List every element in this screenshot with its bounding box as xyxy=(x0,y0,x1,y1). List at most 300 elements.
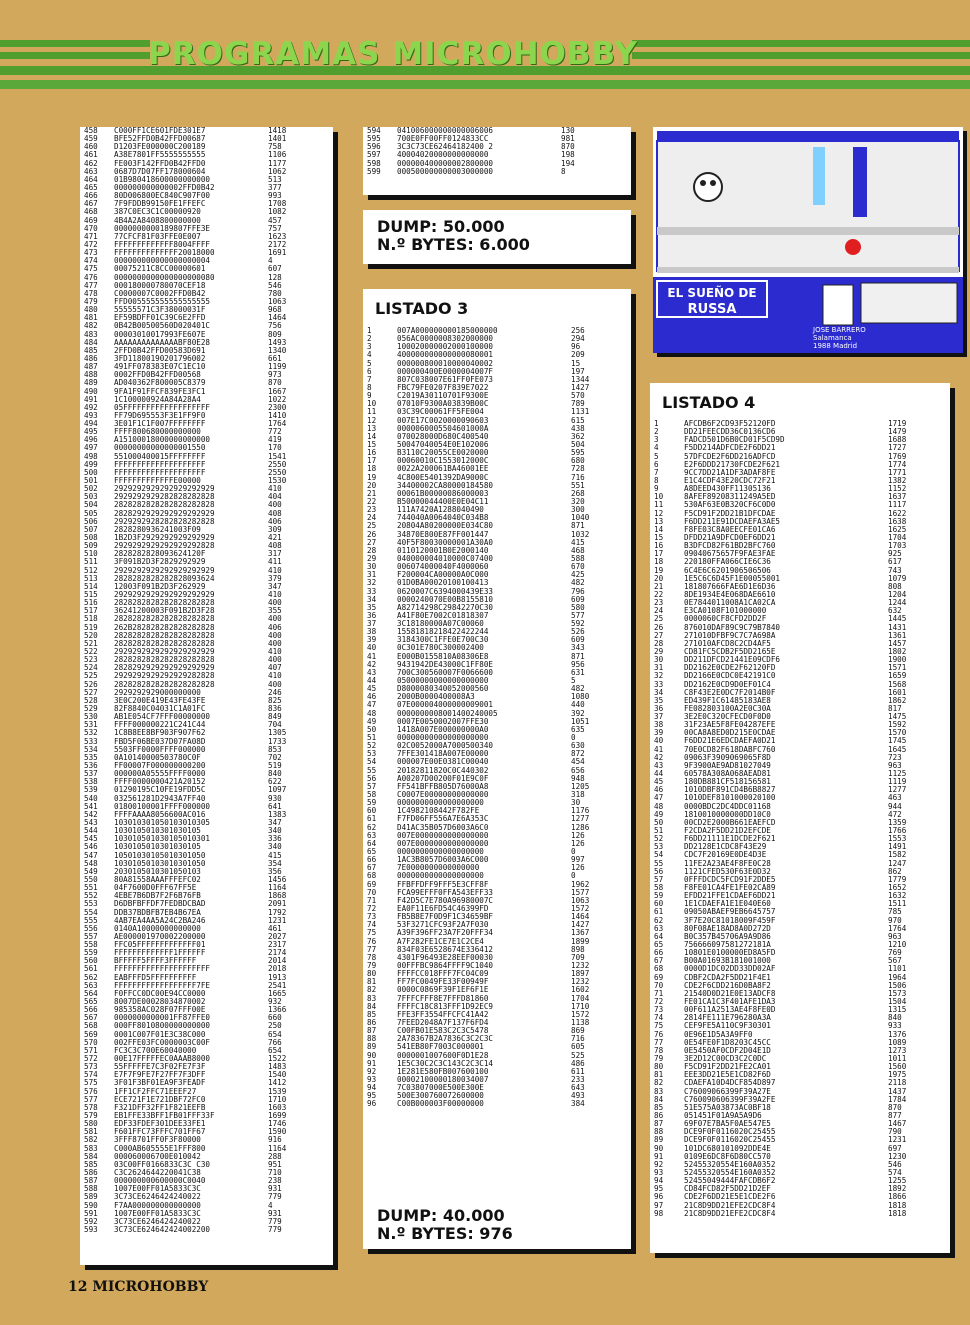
hex-data: C760090606399F39A2FE xyxy=(684,1095,776,1104)
checksum: 340 xyxy=(268,827,282,836)
code-line xyxy=(367,986,627,994)
line-number: 49 xyxy=(367,717,377,726)
hex-data: 007E17C0020000090603 xyxy=(397,416,489,425)
code-line xyxy=(84,135,329,143)
line-number: 579 xyxy=(84,1112,98,1121)
line-number: 85 xyxy=(654,1103,664,1112)
hex-data: 9431942DE43000C1FF80E xyxy=(397,660,494,669)
code-line xyxy=(84,420,329,428)
hex-data: 0E5450AF0CDF2D04E1D xyxy=(684,1046,771,1055)
code-line xyxy=(84,249,329,257)
line-number: 65 xyxy=(367,848,377,856)
line-number: 73 xyxy=(654,1006,664,1015)
line-number: 549 xyxy=(84,867,98,876)
code-line xyxy=(84,241,329,249)
checksum: 362 xyxy=(571,432,585,441)
checksum: 849 xyxy=(268,713,282,722)
checksum: 1244 xyxy=(888,599,907,608)
checksum: 2172 xyxy=(268,240,287,249)
checksum: 1383 xyxy=(268,810,287,819)
line-number: 77 xyxy=(654,1038,664,1047)
checksum: 400 xyxy=(268,599,282,608)
checksum: 1367 xyxy=(571,929,590,938)
code-line xyxy=(367,151,627,159)
checksum: 300 xyxy=(571,506,585,515)
code-line xyxy=(654,876,946,884)
checksum: 400 xyxy=(268,656,282,665)
code-line xyxy=(654,794,946,802)
code-line xyxy=(84,184,329,192)
hex-data: 3C18180000A07C00060 xyxy=(397,620,484,629)
checksum: 454 xyxy=(571,758,585,767)
line-number: 9 xyxy=(654,485,659,494)
line-number: 14 xyxy=(367,432,377,441)
code-line xyxy=(654,1096,946,1104)
line-number: 59 xyxy=(654,892,664,901)
checksum: 1456 xyxy=(268,875,287,884)
checksum: 268 xyxy=(571,489,585,498)
line-number: 560 xyxy=(84,957,98,966)
code-line xyxy=(84,388,329,396)
line-number: 498 xyxy=(84,452,98,461)
hex-data: 000180000780070CEF18 xyxy=(114,281,206,290)
checksum: 400 xyxy=(268,639,282,648)
code-line xyxy=(654,444,946,452)
hex-data: 51E575A03873AC0BF18 xyxy=(684,1103,771,1112)
checksum: 1710 xyxy=(268,1095,287,1104)
code-line xyxy=(367,360,627,368)
code-line xyxy=(654,607,946,615)
checksum: 973 xyxy=(268,371,282,380)
line-number: 61 xyxy=(367,815,377,824)
checksum: 1286 xyxy=(571,823,590,832)
hex-data: 52455049444FAFCDB6F2 xyxy=(684,1177,776,1186)
hex-data: 09040675657F9FAE3FAE xyxy=(684,550,776,559)
code-line xyxy=(367,832,627,840)
hex-data: 01B980418600000000000 xyxy=(114,175,211,184)
checksum: 592 xyxy=(571,620,585,629)
checksum: 425 xyxy=(571,571,585,580)
checksum: 743 xyxy=(888,566,902,575)
line-number: 88 xyxy=(654,1128,664,1137)
line-number: 78 xyxy=(367,953,377,962)
code-line xyxy=(367,555,627,563)
checksum: 1097 xyxy=(268,786,287,795)
hex-data: 7FEED2048A7F137F6FD4 xyxy=(397,1018,489,1027)
code-line xyxy=(654,1145,946,1153)
line-number: 34 xyxy=(654,688,664,697)
checksum: 1553 xyxy=(888,835,907,844)
hex-data: 1FF1CF2FFC71EEEF27 xyxy=(114,1087,197,1096)
checksum: 1305 xyxy=(268,729,287,738)
line-number: 11 xyxy=(654,501,664,510)
code-line xyxy=(654,664,946,672)
line-number: 521 xyxy=(84,639,98,648)
line-number: 526 xyxy=(84,680,98,689)
code-line xyxy=(367,677,627,685)
code-line xyxy=(654,550,946,558)
line-number: 482 xyxy=(84,322,98,331)
checksum: 654 xyxy=(268,1046,282,1055)
checksum: 710 xyxy=(268,1169,282,1177)
code-line xyxy=(367,1052,627,1060)
code-line xyxy=(84,1031,329,1039)
code-line xyxy=(84,404,329,412)
code-line xyxy=(654,469,946,477)
code-line xyxy=(654,982,946,990)
hex-data: 8007DE00028034870002 xyxy=(114,998,206,1007)
hex-data: CDE2F6CDD216D0BA8F2 xyxy=(684,981,771,990)
line-number: 94 xyxy=(654,1177,664,1186)
line-number: 41 xyxy=(367,652,377,661)
line-number: 78 xyxy=(654,1046,664,1055)
code-line xyxy=(367,160,627,168)
hex-data: 000000000000002FFD0B42 xyxy=(114,183,215,192)
code-line xyxy=(654,615,946,623)
hex-data: 3C73CE6246424240022 xyxy=(114,1193,201,1202)
code-line xyxy=(654,917,946,925)
code-line xyxy=(367,1060,627,1068)
checksum: 1659 xyxy=(888,672,907,681)
line-number: 18 xyxy=(367,465,377,474)
checksum: 1177 xyxy=(268,159,287,168)
code-line xyxy=(654,493,946,501)
hex-data: 271010AFCD8C2CD4AF5 xyxy=(684,639,771,648)
checksum: 411 xyxy=(268,558,282,567)
line-number: 558 xyxy=(84,941,98,950)
hex-data: 00061B00000086000003 xyxy=(397,489,489,498)
hex-data: 2828282828282828282828 xyxy=(114,599,215,608)
hex-data: 82F8840C04031C1A01FC xyxy=(114,704,206,713)
checksum: 1582 xyxy=(888,851,907,860)
hex-data: A7F282FE1CE7E1C2CE4 xyxy=(397,937,484,946)
code-line xyxy=(654,542,946,550)
checksum: 809 xyxy=(268,330,282,339)
hex-data: 60578A308A068AEAD81 xyxy=(684,770,771,779)
checksum: 670 xyxy=(571,563,585,572)
code-line xyxy=(367,897,627,905)
hex-data: FFFFFFFFFFFFFFFFFFFF xyxy=(114,468,206,477)
code-line xyxy=(84,843,329,851)
hex-data: F6DD211E91DCDAEFA3AE5 xyxy=(684,517,781,526)
checksum: 1719 xyxy=(888,420,907,428)
hex-data: 8AFEF89208311249A5ED xyxy=(684,493,776,502)
line-number: 554 xyxy=(84,908,98,917)
hex-data: 2828282828282828282828 xyxy=(114,639,215,648)
line-number: 525 xyxy=(84,672,98,681)
checksum: 8 xyxy=(561,167,566,176)
hex-data: 2929292928282828282828 xyxy=(114,517,215,526)
checksum: 356 xyxy=(268,867,282,876)
checksum: 1818 xyxy=(888,1209,907,1218)
checksum: 1089 xyxy=(888,1038,907,1047)
checksum: 461 xyxy=(268,924,282,933)
hex-data: ED439F1C61485183AE8 xyxy=(684,696,771,705)
checksum: 716 xyxy=(571,473,585,482)
line-number: 79 xyxy=(367,961,377,970)
line-number: 553 xyxy=(84,900,98,909)
hex-data: DD21FEECDD36C0136CD6 xyxy=(684,428,776,437)
line-number: 487 xyxy=(84,363,98,372)
listing-2-end xyxy=(363,127,631,195)
hex-data: 00003010017993FE607E xyxy=(114,330,206,339)
hex-data: 4301F96493E28EEF00030 xyxy=(397,953,494,962)
line-number: 515 xyxy=(84,591,98,600)
code-line xyxy=(367,1100,627,1108)
line-number: 9 xyxy=(367,392,372,401)
checksum: 1062 xyxy=(268,167,287,176)
line-number: 15 xyxy=(654,533,664,542)
line-number: 97 xyxy=(654,1201,664,1210)
code-line xyxy=(654,1006,946,1014)
checksum: 615 xyxy=(571,416,585,425)
code-line xyxy=(84,143,329,151)
line-number: 502 xyxy=(84,485,98,494)
hex-data: FB5B8E7F0D9F1C34659BF xyxy=(397,913,494,922)
code-line xyxy=(367,327,627,335)
line-number: 91 xyxy=(654,1152,664,1161)
line-number: 500 xyxy=(84,468,98,477)
checksum: 697 xyxy=(888,1144,902,1153)
line-number: 80 xyxy=(654,1063,664,1072)
line-number: 31 xyxy=(654,664,664,673)
checksum: 702 xyxy=(268,753,282,762)
code-line xyxy=(654,998,946,1006)
code-line xyxy=(654,518,946,526)
hex-data: 50047040054E0E102006 xyxy=(397,440,489,449)
line-number: 569 xyxy=(84,1030,98,1039)
line-number: 473 xyxy=(84,249,98,258)
checksum: 1539 xyxy=(268,1087,287,1096)
code-line xyxy=(367,750,627,758)
code-line xyxy=(84,876,329,884)
code-line xyxy=(84,1202,329,1210)
hex-data: 3E01F1C1F007FFFFFFFF xyxy=(114,420,206,429)
hex-data: 2929292929292929292929 xyxy=(114,566,215,575)
code-line xyxy=(654,428,946,436)
code-line xyxy=(654,1112,946,1120)
hex-data: 80D006800EC840C907F00 xyxy=(114,192,211,201)
code-line xyxy=(654,591,946,599)
line-number: 6 xyxy=(654,460,659,469)
checksum: 96 xyxy=(571,343,581,352)
line-number: 84 xyxy=(367,1002,377,1011)
checksum: 408 xyxy=(268,509,282,518)
code-line xyxy=(654,957,946,965)
hex-data: FFFFAAAA8056600AC016 xyxy=(114,810,206,819)
line-number: 93 xyxy=(367,1075,377,1084)
line-number: 88 xyxy=(367,1035,377,1044)
hex-data: CD81FC5CDB2F5DD2165E xyxy=(684,647,776,656)
hex-data: 0110120001B0E2000140 xyxy=(397,546,489,555)
checksum: 1082 xyxy=(268,208,287,217)
checksum: 1199 xyxy=(268,363,287,372)
line-number: 10 xyxy=(654,493,664,502)
line-number: 577 xyxy=(84,1095,98,1104)
line-number: 475 xyxy=(84,265,98,274)
code-line xyxy=(84,778,329,786)
hex-data: FE082803100A2E0C30A xyxy=(684,704,771,713)
line-number: 514 xyxy=(84,582,98,591)
hex-data: F8FE03C8A0EECFE01CA6 xyxy=(684,525,776,534)
code-line xyxy=(84,322,329,330)
line-number: 587 xyxy=(84,1177,98,1186)
line-number: 496 xyxy=(84,436,98,445)
code-line xyxy=(654,1193,946,1201)
line-number: 575 xyxy=(84,1079,98,1088)
code-line xyxy=(84,721,329,729)
hex-data: 051451F01A9A5A9D6 xyxy=(684,1111,762,1120)
hex-data: AB1E054CF7FFF00000000 xyxy=(114,713,211,722)
hex-data: 2828282828282828282828 xyxy=(114,615,215,624)
code-line xyxy=(367,718,627,726)
hex-data: A15100018000000000000 xyxy=(114,436,211,445)
line-number: 13 xyxy=(654,517,664,526)
line-number: 35 xyxy=(367,603,377,612)
checksum: 197 xyxy=(571,367,585,376)
checksum: 757 xyxy=(268,224,282,233)
code-line xyxy=(84,282,329,290)
code-line xyxy=(84,1193,329,1201)
line-number: 476 xyxy=(84,273,98,282)
hex-data: 700E0FF00FF0124833CC xyxy=(397,135,489,144)
hex-data: 10801E0100000ED8A5FD xyxy=(684,949,776,958)
line-number: 16 xyxy=(367,449,377,458)
line-number: 44 xyxy=(367,677,377,686)
hex-data: CDE2F6DD21E5E1CDE2F6 xyxy=(684,1193,776,1202)
hex-data: 2828292929292929292929 xyxy=(114,509,215,518)
code-line xyxy=(367,143,627,151)
hex-data: F5DD214ADFCDE2F6DD21 xyxy=(684,444,776,453)
checksum: 1247 xyxy=(888,859,907,868)
checksum: 256 xyxy=(571,327,585,335)
line-number: 45 xyxy=(654,778,664,787)
hex-data: 1810010000000DD10C0 xyxy=(684,810,771,819)
code-line xyxy=(654,640,946,648)
checksum: 567 xyxy=(888,957,902,966)
code-line xyxy=(654,534,946,542)
hex-data: CDBF2CDA2F5DD21F4E1 xyxy=(684,973,771,982)
code-line xyxy=(367,1019,627,1027)
line-number: 63 xyxy=(367,831,377,840)
code-line xyxy=(654,461,946,469)
code-line xyxy=(84,355,329,363)
line-number: 46 xyxy=(654,786,664,795)
code-line xyxy=(84,827,329,835)
hex-data: C000FF1CE601FDE301E7 xyxy=(114,127,206,135)
line-number: 95 xyxy=(654,1185,664,1194)
code-line xyxy=(84,558,329,566)
line-number: 565 xyxy=(84,998,98,1007)
line-number: 501 xyxy=(84,477,98,486)
line-number: 52 xyxy=(367,742,377,751)
code-line xyxy=(84,607,329,615)
line-number: 594 xyxy=(367,127,381,135)
dump-address: DUMP: 40.000 xyxy=(377,1206,505,1225)
code-line xyxy=(367,449,627,457)
line-number: 564 xyxy=(84,989,98,998)
checksum: 1602 xyxy=(571,986,590,995)
hex-data: 744040A0064040C034B8 xyxy=(397,514,489,523)
line-number: 6 xyxy=(367,367,372,376)
line-number: 7 xyxy=(367,375,372,384)
checksum: 968 xyxy=(268,306,282,315)
code-line xyxy=(84,852,329,860)
line-number: 82 xyxy=(654,1079,664,1088)
code-line xyxy=(654,884,946,892)
hex-data: 6C4E6C6201906506506 xyxy=(684,566,771,575)
checksum: 577 xyxy=(571,611,585,620)
hex-data: 006074000040F4000060 xyxy=(397,563,489,572)
hex-data: 2814FE111E796280A3A xyxy=(684,1014,771,1023)
hex-data: 1010DBF891CD4B6B8827 xyxy=(684,786,776,795)
checksum: 853 xyxy=(268,745,282,754)
line-number: 494 xyxy=(84,420,98,429)
code-line xyxy=(654,705,946,713)
code-line xyxy=(654,778,946,786)
code-line xyxy=(84,868,329,876)
checksum: 1530 xyxy=(268,477,287,486)
checksum: 347 xyxy=(268,818,282,827)
line-number: 8 xyxy=(654,476,659,485)
checksum: 1590 xyxy=(268,1128,287,1137)
line-number: 87 xyxy=(367,1027,377,1036)
code-line xyxy=(84,632,329,640)
checksum: 1431 xyxy=(888,623,907,632)
hex-data: 2828282828282828282828 xyxy=(114,680,215,689)
hex-data: 070028000D680C400540 xyxy=(397,432,489,441)
code-line xyxy=(654,900,946,908)
code-line xyxy=(84,1169,329,1177)
code-line xyxy=(367,490,627,498)
line-number: 8 xyxy=(367,383,372,392)
checksum: 1774 xyxy=(888,460,907,469)
line-number: 480 xyxy=(84,306,98,315)
code-line xyxy=(367,921,627,929)
hex-data: 3E0C200E419E43FE43FE xyxy=(114,696,206,705)
hex-data: 00FFFBC9864FFFF9C1040 xyxy=(397,961,494,970)
checksum: 463 xyxy=(888,794,902,803)
code-line xyxy=(367,946,627,954)
checksum: 609 xyxy=(571,595,585,604)
game-screenshot xyxy=(653,127,963,353)
code-line xyxy=(367,995,627,1003)
code-line xyxy=(84,909,329,917)
line-number: 534 xyxy=(84,745,98,754)
checksum: 1079 xyxy=(888,574,907,583)
checksum: 1522 xyxy=(268,1055,287,1064)
hex-data: F5CD91F2DD21B1DFCDAE xyxy=(684,509,776,518)
checksum: 355 xyxy=(268,607,282,616)
line-number: 37 xyxy=(367,620,377,629)
hex-data: 52455320554E160A0352 xyxy=(684,1160,776,1169)
code-line xyxy=(367,661,627,669)
line-number: 83 xyxy=(654,1087,664,1096)
hex-data: FC3C3C700E60040000 xyxy=(114,1046,197,1055)
hex-data: 05000000000000000000 xyxy=(397,677,489,686)
line-number: 471 xyxy=(84,232,98,241)
checksum: 233 xyxy=(571,1075,585,1084)
checksum: 1359 xyxy=(888,818,907,827)
code-line xyxy=(84,892,329,900)
hex-data: C0007E00000000000000 xyxy=(397,791,489,800)
line-number: 12 xyxy=(654,509,664,518)
line-number: 27 xyxy=(654,631,664,640)
hex-data: FE003F142FFD0B42FFD0 xyxy=(114,159,206,168)
hex-data: D8000080340052000560 xyxy=(397,685,489,694)
hex-data: ECE721F1E721DBF72FC0 xyxy=(114,1095,206,1104)
line-number: 593 xyxy=(84,1225,98,1234)
